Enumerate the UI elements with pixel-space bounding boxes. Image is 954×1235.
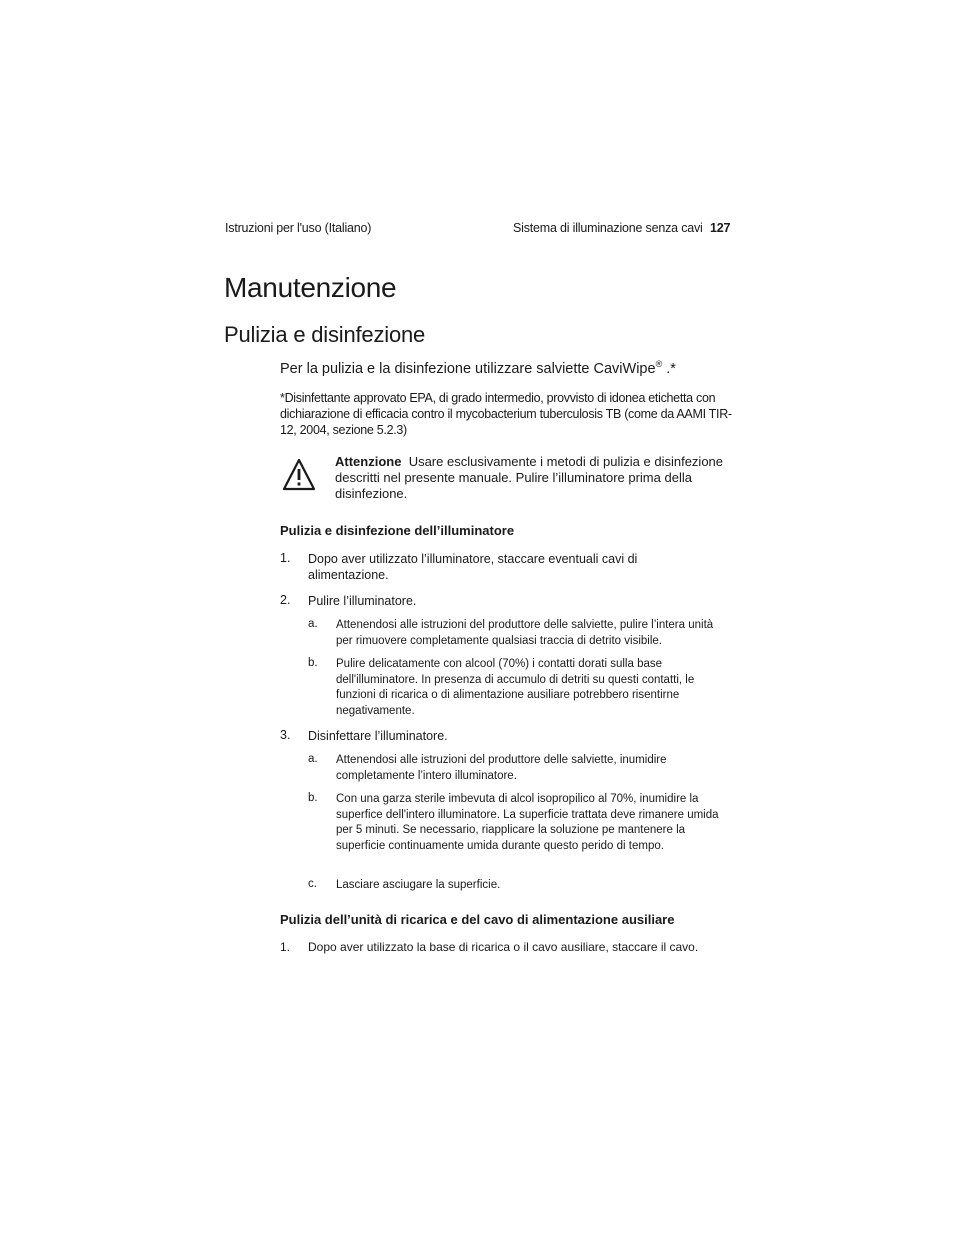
step-number: 1.	[280, 551, 291, 565]
intro-tail: .*	[662, 360, 676, 377]
substep-text: Lasciare asciugare la superficie.	[336, 879, 501, 891]
running-header-right: Sistema di illuminazione senza cavi	[513, 221, 703, 235]
step-number: 2.	[280, 593, 291, 607]
substep-text: Pulire delicatamente con alcool (70%) i contatti dorati sulla base dell'illuminatore. In presenza di accumulo di detriti su questi contatti, le funzioni di ricarica o di alimentazione ausiliare potrebbero risentirne negativamente.	[336, 658, 695, 718]
intro-text: Per la pulizia e la disinfezione utilizzare salviette CaviWipe	[280, 360, 656, 377]
caution-label: Attenzione	[335, 454, 402, 469]
footnote: *Disinfettante approvato EPA, di grado intermedio, provvisto di idonea etichetta con dichiarazione di efficacia contro il mycobacterium tuberculosis TB (come da AAMI TIR-12, 2004, sezione 5.2.3)	[280, 391, 732, 437]
page-title: Manutenzione	[224, 272, 397, 303]
caution-text: Usare esclusivamente i metodi di pulizia e disinfezione descritti nel presente manuale. Pulire l’illuminatore prima della disinfezione.	[335, 454, 724, 501]
intro-paragraph	[280, 359, 676, 377]
subsection-title-illuminator: Pulizia e disinfezione dell’illuminatore	[280, 523, 515, 538]
page-number: 127	[710, 221, 731, 235]
substep-letter: a.	[308, 753, 318, 765]
substep-text: Attenendosi alle istruzioni del produttore delle salviette, inumidire completamente l’intero illuminatore.	[336, 754, 667, 782]
substep-text: Con una garza sterile imbevuta di alcol isopropilico al 70%, inumidire la superfice dell'intero illuminatore. La superficie trattata deve rimanere umida per 5 minuti. Se necessario, riapplicare la soluzione pe mantenere la superficie continuamente umida durante questo perido di tempo.	[336, 793, 719, 853]
step-number: 1.	[280, 940, 291, 954]
step-text: Dopo aver utilizzato l’illuminatore, staccare eventuali cavi di alimentazione.	[308, 552, 638, 582]
step-number: 3.	[280, 728, 291, 742]
warning-triangle-icon	[282, 458, 316, 492]
caution-note	[335, 454, 735, 502]
substep-text: Attenendosi alle istruzioni del produttore delle salviette, pulire l’intera unità per rimuovere completamente qualsiasi traccia di detrito visibile.	[336, 619, 714, 647]
step-text: Disinfettare l’illuminatore.	[308, 729, 448, 743]
substep-letter: c.	[308, 878, 317, 890]
registered-mark: ®	[655, 359, 663, 369]
step-text: Pulire l’illuminatore.	[308, 594, 417, 608]
section-title: Pulizia e disinfezione	[224, 322, 426, 347]
substep-letter: a.	[308, 618, 318, 630]
substep-letter: b.	[308, 657, 318, 669]
subsection-title-charger: Pulizia dell’unità di ricarica e del cavo di alimentazione ausiliare	[280, 912, 675, 927]
step-text: Dopo aver utilizzato la base di ricarica o il cavo ausiliare, staccare il cavo.	[308, 940, 699, 954]
running-header-left: Istruzioni per l'uso (Italiano)	[225, 221, 372, 235]
substep-letter: b.	[308, 792, 318, 804]
